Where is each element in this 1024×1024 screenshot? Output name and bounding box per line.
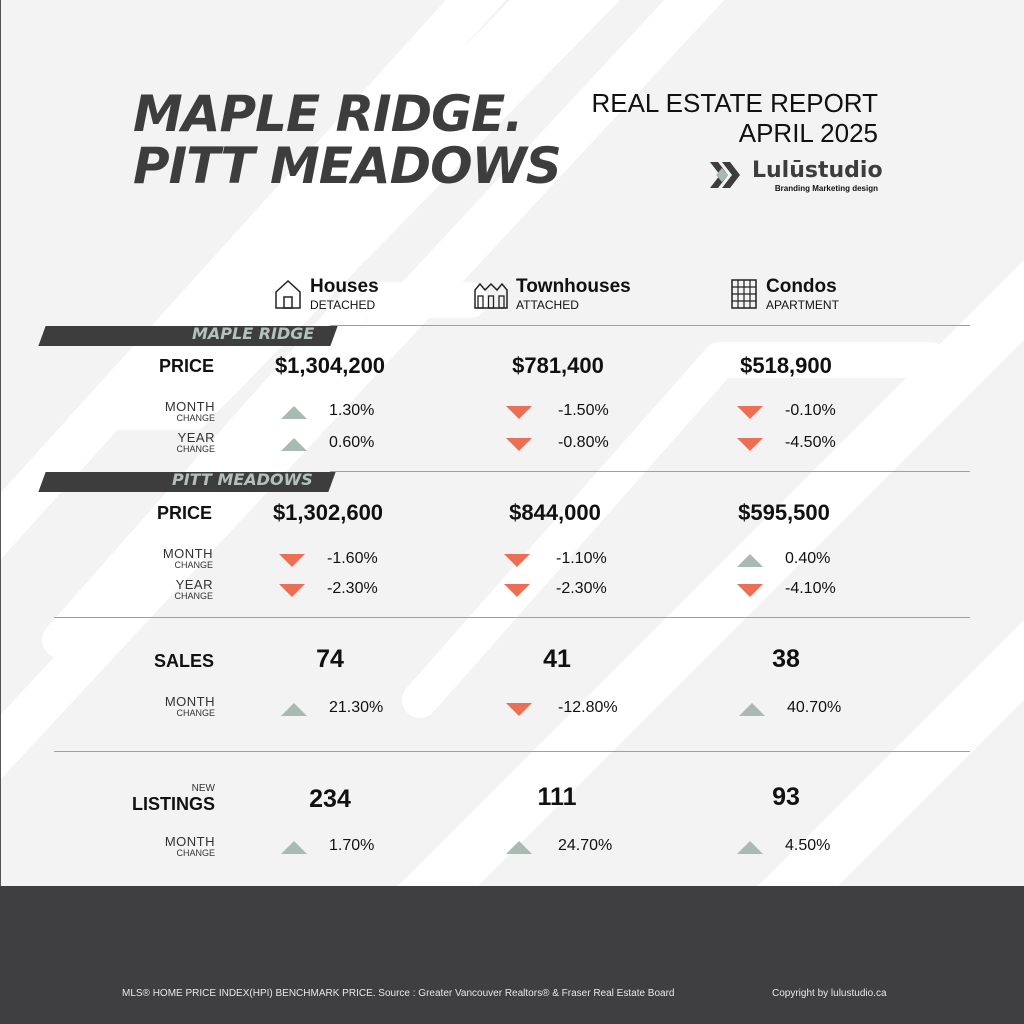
row-label-month-change: MONTH CHANGE: [164, 399, 215, 423]
row-label-year-change: YEAR CHANGE: [176, 430, 215, 454]
mr-year-change-houses: 0.60%: [281, 433, 431, 453]
trend-down-icon: [279, 584, 305, 597]
mr-price-townhouses: $781,400: [512, 353, 604, 378]
pm-price-condos: $595,500: [738, 500, 830, 525]
left-border: [0, 0, 1, 886]
sales-condos: 38: [772, 645, 800, 673]
trend-down-icon: [506, 703, 532, 716]
pm-month-change-townhouses: -1.10%: [504, 549, 654, 569]
pm-price-houses: $1,302,600: [272, 500, 384, 525]
mr-month-change-condos: -0.10%: [737, 401, 887, 421]
trend-up-icon: [739, 703, 765, 716]
pm-month-change-condos: 0.40%: [737, 549, 887, 569]
trend-down-icon: [737, 406, 763, 419]
footer: [0, 886, 1024, 1024]
row-label-price: PRICE: [156, 503, 212, 523]
page-title: MAPLE RIDGE. PITT MEADOWS: [133, 85, 561, 195]
trend-up-icon: [737, 554, 763, 567]
trend-down-icon: [506, 438, 532, 451]
mr-month-change-townhouses: -1.50%: [506, 401, 656, 421]
trend-up-icon: [506, 841, 532, 854]
column-sublabel: ATTACHED: [516, 298, 579, 312]
brand-name: Lulūstudio: [752, 158, 883, 183]
trend-up-icon: [281, 406, 307, 419]
mr-year-change-condos: -4.50%: [737, 433, 887, 453]
section-title-maple-ridge: MAPLE RIDGE: [192, 324, 315, 343]
trend-down-icon: [506, 406, 532, 419]
brand-mark-icon: [706, 158, 744, 192]
divider: [54, 617, 970, 618]
pm-year-change-townhouses: -2.30%: [504, 579, 654, 599]
report-date: APRIL 2025: [738, 118, 878, 148]
trend-up-icon: [281, 841, 307, 854]
footer-source: MLS® HOME PRICE INDEX(HPI) BENCHMARK PRICE. Source : Greater Vancouver Realtors® & Fraser Real Estate Board: [122, 988, 675, 999]
sales-houses: 74: [316, 645, 344, 673]
listings-month-change-houses: 1.70%: [281, 836, 431, 856]
trend-down-icon: [504, 584, 530, 597]
row-label-price: PRICE: [158, 356, 214, 376]
listings-houses: 234: [309, 785, 351, 813]
row-label-month-change: MONTH CHANGE: [164, 834, 215, 858]
house-icon: [274, 278, 302, 310]
brand-tagline: Branding Marketing design: [774, 184, 878, 193]
column-label: Condos: [766, 276, 837, 297]
row-label-year-change: YEAR CHANGE: [174, 577, 213, 601]
trend-down-icon: [279, 554, 305, 567]
mr-price-houses: $1,304,200: [274, 353, 386, 378]
footer-copyright: Copyright by lulustudio.ca: [772, 988, 887, 999]
pm-month-change-houses: -1.60%: [279, 549, 429, 569]
condo-building-icon: [730, 278, 758, 310]
sales-month-change-houses: 21.30%: [281, 698, 431, 718]
column-label: Houses: [310, 276, 379, 297]
row-label-month-change: MONTH CHANGE: [164, 694, 215, 718]
mr-price-condos: $518,900: [740, 353, 832, 378]
brand-logo: [706, 158, 882, 194]
row-label-sales: SALES: [153, 651, 214, 671]
trend-up-icon: [281, 703, 307, 716]
column-label: Townhouses: [516, 276, 631, 297]
sales-month-change-townhouses: -12.80%: [506, 698, 656, 718]
trend-up-icon: [737, 841, 763, 854]
report-line-1: REAL ESTATE REPORT: [591, 88, 878, 118]
listings-month-change-condos: 4.50%: [737, 836, 887, 856]
pm-year-change-houses: -2.30%: [279, 579, 429, 599]
trend-down-icon: [737, 584, 763, 597]
mr-year-change-townhouses: -0.80%: [506, 433, 656, 453]
mr-month-change-houses: 1.30%: [281, 401, 431, 421]
section-title-pitt-meadows: PITT MEADOWS: [172, 470, 313, 489]
trend-down-icon: [737, 438, 763, 451]
trend-down-icon: [504, 554, 530, 567]
report-title: [591, 88, 878, 148]
row-label-new-listings: NEW LISTINGS: [131, 783, 215, 814]
pm-price-townhouses: $844,000: [509, 500, 601, 525]
column-sublabel: APARTMENT: [766, 298, 839, 312]
townhouse-icon: [474, 278, 508, 310]
row-label-month-change: MONTH CHANGE: [162, 546, 213, 570]
listings-townhouses: 111: [537, 783, 577, 811]
divider: [54, 751, 970, 752]
column-sublabel: DETACHED: [310, 298, 376, 312]
divider: [330, 471, 970, 472]
pm-year-change-condos: -4.10%: [737, 579, 887, 599]
sales-townhouses: 41: [543, 645, 571, 673]
listings-month-change-townhouses: 24.70%: [506, 836, 656, 856]
trend-up-icon: [281, 438, 307, 451]
divider: [330, 325, 970, 326]
listings-condos: 93: [772, 783, 800, 811]
sales-month-change-condos: 40.70%: [739, 698, 889, 718]
